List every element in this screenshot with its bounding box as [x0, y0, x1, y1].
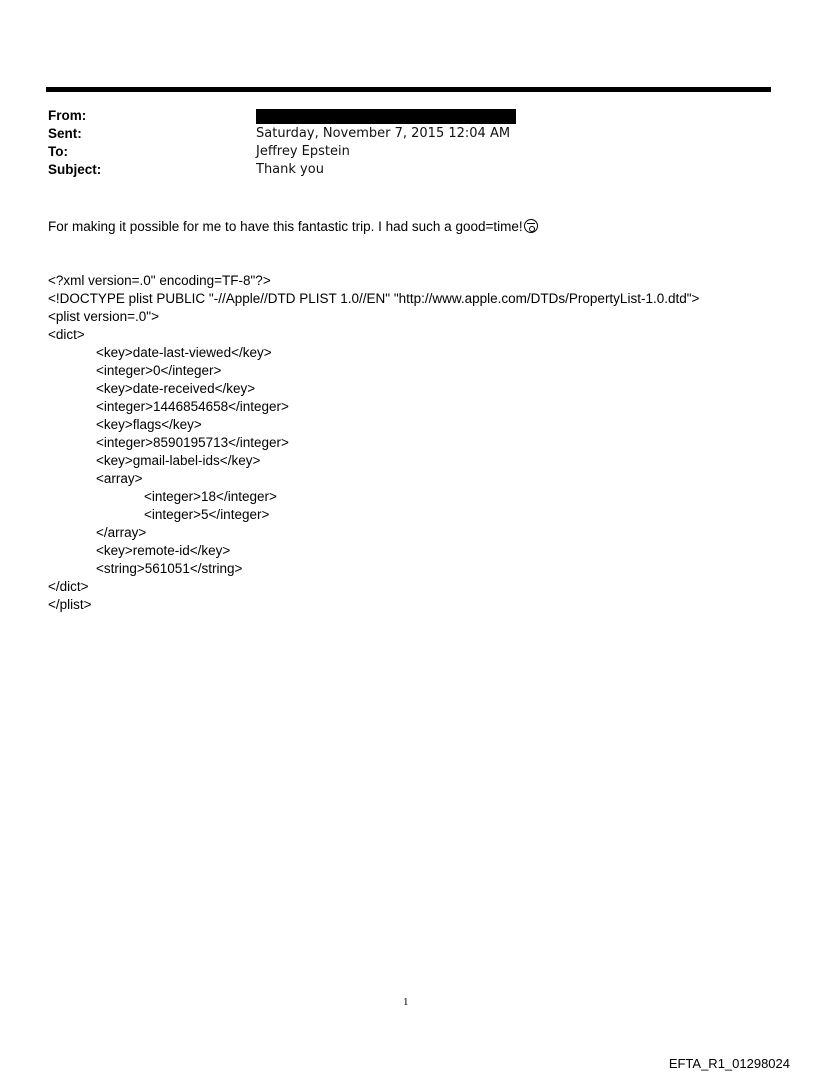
- subject-row: [48, 161, 748, 179]
- xml-line: <key>date-last-viewed</key>: [96, 345, 272, 360]
- to-label: To:: [48, 144, 68, 159]
- xml-line: <key>date-received</key>: [96, 381, 256, 396]
- xml-line: <?xml version=.0" encoding=TF-8"?>: [48, 273, 271, 288]
- subject-label: Subject:: [48, 162, 102, 177]
- subject-value: Thank you: [256, 162, 324, 177]
- xml-line: <integer>18</integer>: [144, 489, 277, 504]
- page-number: 1: [403, 996, 409, 1008]
- xml-line: </array>: [96, 525, 147, 540]
- xml-line: </plist>: [48, 597, 92, 612]
- from-value: [256, 107, 516, 125]
- from-row: [48, 107, 748, 125]
- redaction-bar: [256, 109, 516, 124]
- document-id: EFTA_R1_01298024: [668, 1056, 790, 1071]
- xml-line: </dict>: [48, 579, 89, 594]
- from-label: From:: [48, 108, 87, 123]
- xml-line: <dict>: [48, 327, 85, 342]
- sent-row: [48, 125, 748, 143]
- xml-line: <integer>8590195713</integer>: [96, 435, 289, 450]
- astonished-face-icon: [524, 219, 538, 233]
- xml-line: <string>561051</string>: [96, 561, 243, 576]
- top-rule: [46, 87, 771, 92]
- xml-line: <!DOCTYPE plist PUBLIC "-//Apple//DTD PLIST 1.0//EN" "http://www.apple.com/DTDs/PropertyList-1.0.dtd">: [48, 291, 700, 306]
- xml-line: <array>: [96, 471, 143, 486]
- sent-value: Saturday, November 7, 2015 12:04 AM: [256, 126, 511, 141]
- plist-xml-block: [48, 272, 699, 614]
- email-header: [48, 107, 748, 179]
- xml-line: <key>gmail-label-ids</key>: [96, 453, 261, 468]
- to-value: Jeffrey Epstein: [256, 144, 350, 159]
- xml-line: <integer>1446854658</integer>: [96, 399, 289, 414]
- to-row: [48, 143, 748, 161]
- message-body: [48, 218, 538, 236]
- message-text: For making it possible for me to have this fantastic trip. I had such a good=time!: [48, 219, 523, 234]
- xml-line: <plist version=.0">: [48, 309, 159, 324]
- xml-line: <integer>5</integer>: [144, 507, 270, 522]
- xml-line: <key>flags</key>: [96, 417, 202, 432]
- xml-line: <integer>0</integer>: [96, 363, 222, 378]
- xml-line: <key>remote-id</key>: [96, 543, 231, 558]
- sent-label: Sent:: [48, 126, 82, 141]
